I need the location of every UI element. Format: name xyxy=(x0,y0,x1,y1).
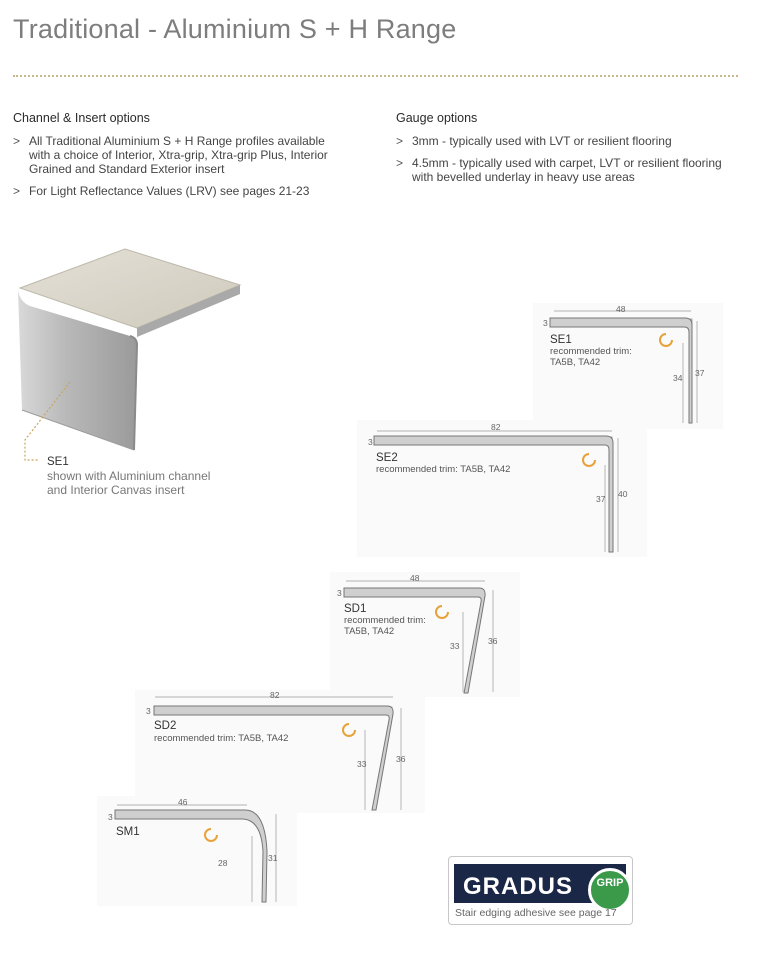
hero-caption-2: and Interior Canvas insert xyxy=(47,483,185,497)
sd2-width: 82 xyxy=(270,690,280,700)
channel-heading: Channel & Insert options xyxy=(13,111,150,125)
se2-width: 82 xyxy=(491,422,501,432)
sm1-outer-depth: 31 xyxy=(268,853,278,863)
sd1-rec-1: recommended trim: xyxy=(344,615,426,626)
bullet-marker: > xyxy=(13,184,21,198)
se2-code: SE2 xyxy=(376,452,398,464)
sd2-profile-drawing xyxy=(145,690,425,813)
se1-inner-depth: 34 xyxy=(673,373,683,383)
bullet-marker: > xyxy=(13,134,21,148)
sd2-rec-1: recommended trim: TA5B, TA42 xyxy=(154,733,289,744)
list-item: > 3mm - typically used with LVT or resilient flooring xyxy=(396,134,672,148)
sd1-inner-depth: 33 xyxy=(450,641,460,651)
se1-outer-depth: 37 xyxy=(695,368,705,378)
se1-rec-1: recommended trim: xyxy=(550,346,632,357)
list-item: > 4.5mm - typically used with carpet, LVT or resilient flooring with bevelled underlay in heavy use areas xyxy=(396,156,722,184)
grip-badge-label: GRIP xyxy=(596,877,624,889)
se1-rec-2: TA5B, TA42 xyxy=(550,357,601,368)
sd2-outer-depth: 36 xyxy=(396,754,406,764)
se1-gauge: 3 xyxy=(543,318,548,328)
sm1-inner-depth: 28 xyxy=(218,858,228,868)
sd2-gauge: 3 xyxy=(146,706,151,716)
sd1-code: SD1 xyxy=(344,603,367,615)
sd2-inner-depth: 33 xyxy=(357,759,367,769)
hero-caption-1: shown with Aluminium channel xyxy=(47,469,211,483)
gradus-wordmark: GRADUS xyxy=(463,873,574,900)
list-item: > For Light Reflectance Values (LRV) see pages 21-23 xyxy=(13,184,310,198)
bullet-marker: > xyxy=(396,156,404,170)
sm1-gauge: 3 xyxy=(108,812,113,822)
hero-code: SE1 xyxy=(47,456,69,468)
sd1-gauge: 3 xyxy=(337,588,342,598)
se1-code: SE1 xyxy=(550,334,572,346)
se2-rec-1: recommended trim: TA5B, TA42 xyxy=(376,464,511,475)
sm1-profile-drawing xyxy=(105,796,295,906)
sd2-code: SD2 xyxy=(154,720,177,732)
gauge-heading: Gauge options xyxy=(396,111,478,125)
page-title: Traditional - Aluminium S + H Range xyxy=(13,14,457,44)
se2-gauge: 3 xyxy=(368,437,373,447)
callout-line xyxy=(22,380,82,465)
gradus-caption: Stair edging adhesive see page 17 xyxy=(455,907,617,919)
sm1-width: 46 xyxy=(178,797,188,807)
gradus-grip-badge xyxy=(448,856,633,925)
grip-badge-circle xyxy=(588,868,632,912)
title-divider xyxy=(13,75,738,77)
se2-profile-drawing xyxy=(365,420,645,557)
sd1-width: 48 xyxy=(410,573,420,583)
gradus-logo xyxy=(454,864,626,903)
se2-outer-depth: 40 xyxy=(618,489,628,499)
list-item: > All Traditional Aluminium S + H Range profiles available with a choice of Interior, Xtra-grip, Xtra-grip Plus, Interior Grained and Standard Exterior insert xyxy=(13,134,328,176)
gauge-list xyxy=(396,134,741,192)
bullet-marker: > xyxy=(396,134,404,148)
sd1-outer-depth: 36 xyxy=(488,636,498,646)
se1-width: 48 xyxy=(616,304,626,314)
se2-inner-depth: 37 xyxy=(596,494,606,504)
sm1-code: SM1 xyxy=(116,826,140,838)
channel-list xyxy=(13,134,343,206)
sd1-rec-2: TA5B, TA42 xyxy=(344,626,395,637)
